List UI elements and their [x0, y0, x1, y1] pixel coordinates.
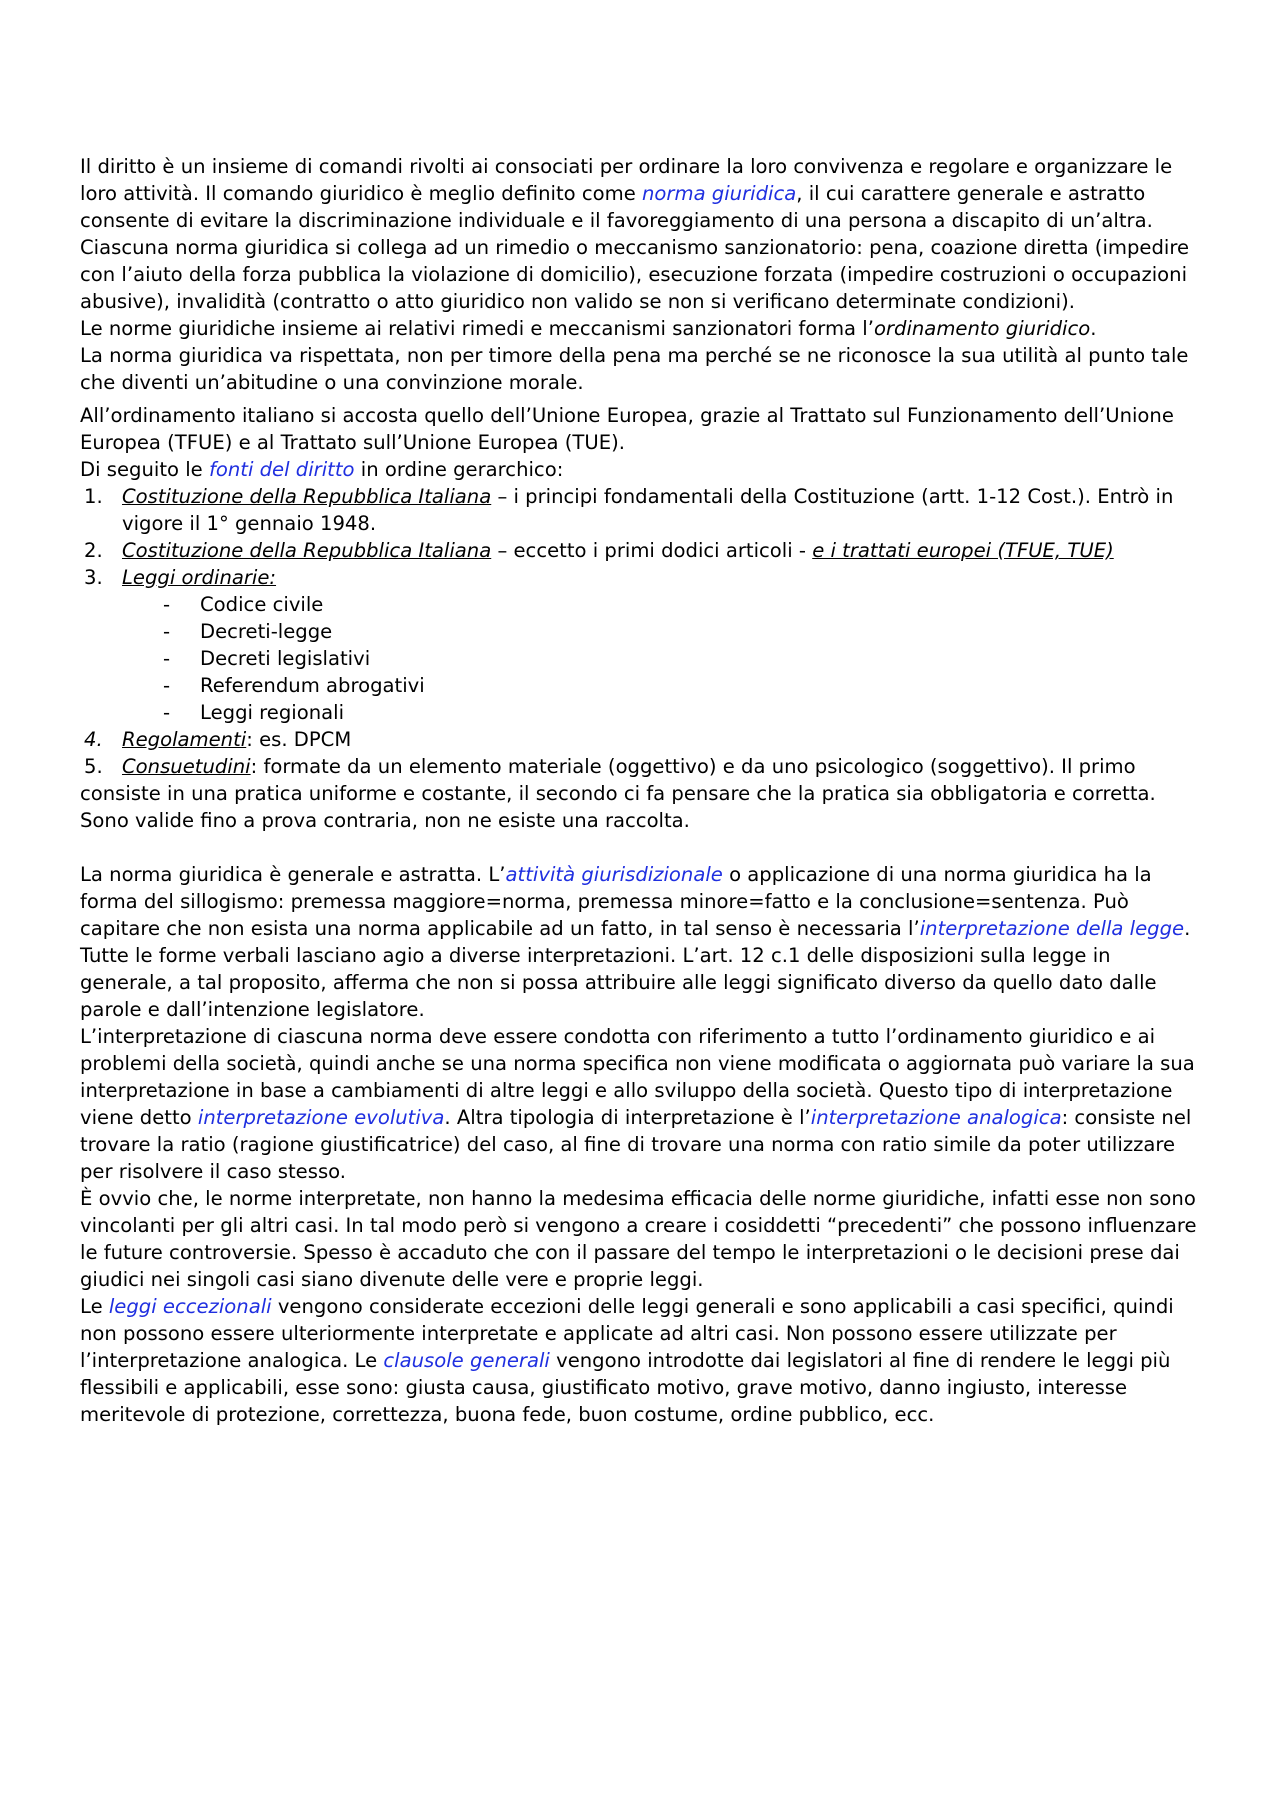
paragraph-unione-europea: All’ordinamento italiano si accosta quello dell’Unione Europea, grazie al Trattato sul Funzionamento dell’Unione Europea (TFUE) e al Trattato sull’Unione Europea (TUE). — [80, 404, 1174, 454]
source-title: Leggi ordinarie: — [122, 566, 277, 589]
source-title: Costituzione della Repubblica Italiana — [122, 539, 492, 562]
sources-list-continued — [80, 726, 1205, 834]
term-attivita-giurisdizionale: attività giurisdizionale — [505, 863, 723, 886]
list-item: - Decreti legislativi — [163, 647, 371, 670]
ordinary-laws-list — [80, 591, 1205, 726]
term-interpretazione-analogica: interpretazione analogica — [810, 1106, 1062, 1129]
term-ordinamento-giuridico: ordinamento giuridico — [873, 317, 1091, 340]
list-item: - Referendum abrogativi — [163, 674, 425, 697]
sources-list — [80, 483, 1205, 591]
list-item: 5. Consuetudini: formate da un elemento materiale (oggettivo) e da uno psicologico (soggettivo). Il primo consiste in una pratica uniforme e costante, il secondo ci fa pensare che la pratica sia obbligatoria e corretta. Sono valide fino a prova contraria, non ne esiste una raccolta. — [80, 755, 1156, 832]
source-title: Consuetudini — [122, 755, 251, 778]
list-item: 4. Regolamenti: es. DPCM — [84, 728, 352, 751]
list-item: - Codice civile — [163, 593, 324, 616]
term-interpretazione-evolutiva: interpretazione evolutiva — [197, 1106, 445, 1129]
list-item: 1. Costituzione della Repubblica Italiana – i principi fondamentali della Costituzione (artt. 1-12 Cost.). Entrò in vigore il 1° gennaio 1948. — [84, 485, 1174, 535]
term-norma-giuridica: norma giuridica — [642, 182, 797, 205]
paragraph-fonti-intro: Di seguito le fonti del diritto in ordine gerarchico: — [80, 458, 564, 481]
list-number: 5. — [84, 755, 103, 778]
list-item: - Leggi regionali — [163, 701, 345, 724]
list-number: 4. — [84, 728, 103, 751]
document-page — [80, 153, 1205, 1428]
list-number: 1. — [84, 485, 103, 508]
paragraph-ordinamento: Le norme giuridiche insieme ai relativi rimedi e meccanismi sanzionatori forma l’ordinamento giuridico. — [80, 317, 1097, 340]
list-number: 2. — [84, 539, 103, 562]
list-item: 2. Costituzione della Repubblica Italiana – eccetto i primi dodici articoli - e i trattati europei (TFUE, TUE) — [84, 539, 1114, 562]
term-interpretazione-legge: interpretazione della legge — [919, 917, 1185, 940]
source-title-treaties: e i trattati europei (TFUE, TUE) — [812, 539, 1114, 562]
list-number: 3. — [84, 566, 103, 589]
source-title: Regolamenti — [122, 728, 247, 751]
term-leggi-eccezionali: leggi eccezionali — [108, 1295, 272, 1318]
term-clausole-generali: clausole generali — [383, 1349, 550, 1372]
paragraph-rispetto: La norma giuridica va rispettata, non per timore della pena ma perché se ne riconosce la sua utilità al punto tale che diventi un’abitudine o una convinzione morale. — [80, 344, 1189, 394]
paragraph-evolutiva: L’interpretazione di ciascuna norma deve essere condotta con riferimento a tutto l’ordinamento giuridico e ai problemi della società, quindi anche se una norma specifica non viene modificata o aggiornata può variare la sua interpretazione in base a cambiamenti di altre leggi e allo sviluppo della società. Questo tipo di interpretazione viene detto interpretazione evolutiva. Altra tipologia di interpretazione è l’interpretazione analogica: consiste nel trovare la ratio (ragione giustificatrice) del caso, al fine di trovare una norma con ratio simile da poter utilizzare per risolvere il caso stesso. — [80, 1025, 1195, 1183]
paragraph-interpretazione: La norma giuridica è generale e astratta. L’attività giurisdizionale o applicazione di una norma giuridica ha la forma del sillogismo: premessa maggiore=norma, premessa minore=fatto e la conclusione=sentenza. Può capitare che non esista una norma applicabile ad un fatto, in tal senso è necessaria l’interpretazione della legge. Tutte le forme verbali lasciano agio a diverse interpretazioni. L’art. 12 c.1 delle disposizioni sulla legge in generale, a tal proposito, afferma che non si possa attribuire alle leggi significato diverso da quello dato dalle parole e dall’intenzione legislatore. — [80, 863, 1191, 1021]
paragraph-precedenti: È ovvio che, le norme interpretate, non hanno la medesima efficacia delle norme giuridiche, infatti esse non sono vincolanti per gli altri casi. In tal modo però si vengono a creare i cosiddetti “precedenti” che possono influenzare le future controversie. Spesso è accaduto che con il passare del tempo le interpretazioni o le decisioni prese dai giudici nei singoli casi siano divenute delle vere e proprie leggi. — [80, 1187, 1197, 1291]
paragraph-sanctions: Ciascuna norma giuridica si collega ad un rimedio o meccanismo sanzionatorio: pena, coazione diretta (impedire con l’aiuto della forza pubblica la violazione di domicilio), esecuzione forzata (impedire costruzioni o occupazioni abusive), invalidità (contratto o atto giuridico non valido se non si verificano determinate condizioni). — [80, 236, 1190, 313]
source-title: Costituzione della Repubblica Italiana — [122, 485, 492, 508]
term-fonti-del-diritto: fonti del diritto — [208, 458, 355, 481]
list-item: - Decreti-legge — [163, 620, 333, 643]
paragraph-intro: Il diritto è un insieme di comandi rivolti ai consociati per ordinare la loro convivenza e regolare e organizzare le loro attività. Il comando giuridico è meglio definito come norma giuridica, il cui carattere generale e astratto consente di evitare la discriminazione individuale e il favoreggiamento di una persona a discapito di un’altra. — [80, 155, 1173, 232]
paragraph-leggi-eccezionali: Le leggi eccezionali vengono considerate eccezioni delle leggi generali e sono applicabili a casi specifici, quindi non possono essere ulteriormente interpretate e applicate ad altri casi. Non possono essere utilizzate per l’interpretazione analogica. Le clausole generali vengono introdotte dai legislatori al fine di rendere le leggi più flessibili e applicabili, esse sono: giusta causa, giustificato motivo, grave motivo, danno ingiusto, interesse meritevole di protezione, correttezza, buona fede, buon costume, ordine pubblico, ecc. — [80, 1295, 1174, 1426]
list-item — [80, 564, 1205, 591]
